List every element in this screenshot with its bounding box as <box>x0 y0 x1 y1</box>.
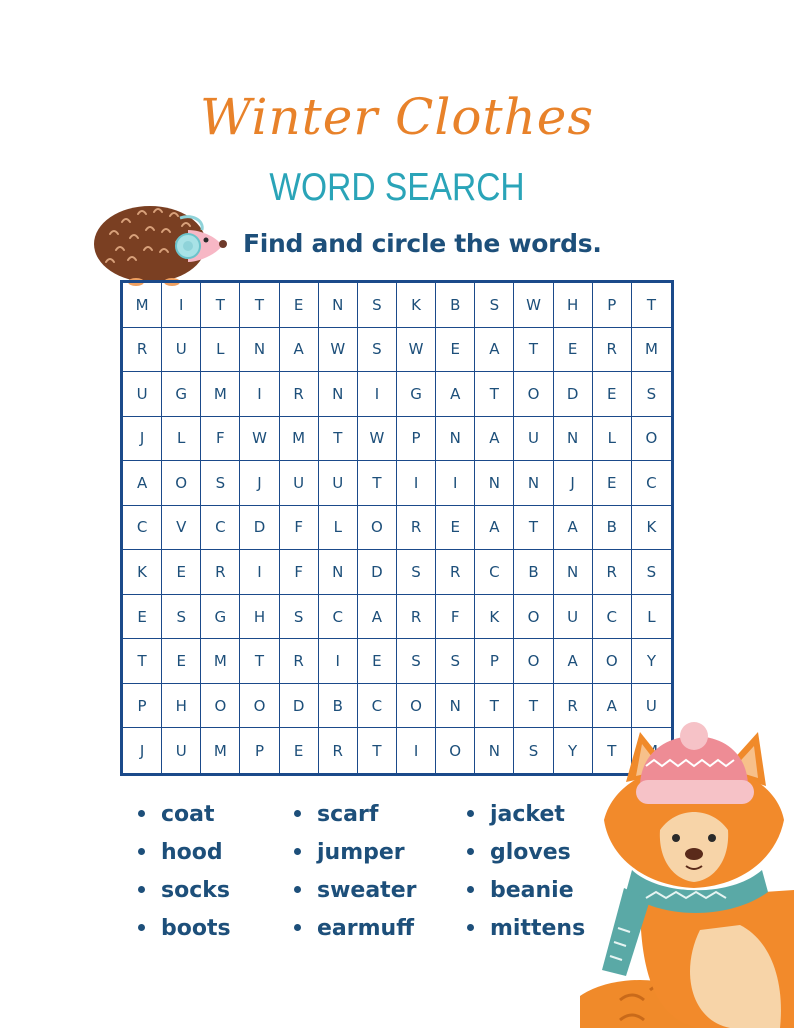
grid-cell: R <box>593 550 632 595</box>
grid-cell: R <box>554 684 593 729</box>
grid-cell: Y <box>632 639 671 684</box>
grid-cell: D <box>240 506 279 551</box>
grid-cell: U <box>554 595 593 640</box>
grid-cell: T <box>240 283 279 328</box>
grid-cell: H <box>554 283 593 328</box>
grid-cell: B <box>514 550 553 595</box>
instructions-text: Find and circle the words. <box>243 229 602 258</box>
grid-cell: G <box>201 595 240 640</box>
word-label: coat <box>161 802 215 827</box>
grid-cell: O <box>632 417 671 462</box>
grid-cell: O <box>240 684 279 729</box>
grid-cell: N <box>554 417 593 462</box>
grid-cell: T <box>514 328 553 373</box>
grid-cell: U <box>123 372 162 417</box>
word-list-item <box>294 914 416 952</box>
grid-cell: E <box>436 506 475 551</box>
bullet-icon <box>467 886 474 893</box>
page-subtitle: WORD SEARCH <box>269 166 525 209</box>
grid-cell: Y <box>554 728 593 773</box>
word-list-item <box>138 800 231 838</box>
grid-cell: A <box>475 506 514 551</box>
grid-cell: A <box>475 328 514 373</box>
grid-cell: N <box>240 328 279 373</box>
grid-cell: J <box>123 417 162 462</box>
grid-cell: C <box>319 595 358 640</box>
grid-cell: I <box>397 728 436 773</box>
grid-cell: O <box>358 506 397 551</box>
grid-cell: U <box>319 461 358 506</box>
grid-cell: E <box>280 283 319 328</box>
grid-cell: B <box>593 506 632 551</box>
grid-cell: R <box>319 728 358 773</box>
grid-cell: N <box>319 372 358 417</box>
grid-cell: T <box>475 372 514 417</box>
grid-cell: A <box>475 417 514 462</box>
grid-cell: J <box>123 728 162 773</box>
grid-cell: E <box>593 461 632 506</box>
grid-cell: I <box>162 283 201 328</box>
grid-cell: I <box>240 550 279 595</box>
grid-cell: O <box>162 461 201 506</box>
grid-cell: C <box>358 684 397 729</box>
grid-cell: S <box>280 595 319 640</box>
word-list-column-2 <box>294 800 416 952</box>
grid-cell: A <box>358 595 397 640</box>
grid-cell: U <box>514 417 553 462</box>
fox-illustration <box>580 720 794 1028</box>
grid-cell: O <box>514 639 553 684</box>
grid-cell: U <box>162 728 201 773</box>
grid-cell: R <box>593 328 632 373</box>
grid-cell: F <box>201 417 240 462</box>
grid-cell: A <box>280 328 319 373</box>
word-label: gloves <box>490 840 571 865</box>
word-list-item <box>138 914 231 952</box>
grid-cell: T <box>475 684 514 729</box>
grid-cell: J <box>240 461 279 506</box>
grid-cell: K <box>475 595 514 640</box>
grid-cell: N <box>436 417 475 462</box>
grid-cell: N <box>436 684 475 729</box>
grid-cell: D <box>358 550 397 595</box>
grid-cell: W <box>358 417 397 462</box>
word-list-item <box>467 800 585 838</box>
grid-cell: E <box>280 728 319 773</box>
grid-cell: A <box>436 372 475 417</box>
grid-cell: S <box>397 550 436 595</box>
bullet-icon <box>467 810 474 817</box>
grid-cell: P <box>475 639 514 684</box>
grid-cell: W <box>397 328 436 373</box>
grid-cell: R <box>123 328 162 373</box>
grid-cell: R <box>280 639 319 684</box>
word-label: scarf <box>317 802 379 827</box>
grid-cell: S <box>162 595 201 640</box>
grid-cell: R <box>436 550 475 595</box>
grid-cell: N <box>554 550 593 595</box>
grid-cell: F <box>436 595 475 640</box>
grid-cell: S <box>632 550 671 595</box>
bullet-icon <box>138 810 145 817</box>
word-label: socks <box>161 878 230 903</box>
grid-cell: E <box>162 639 201 684</box>
word-label: mittens <box>490 916 586 941</box>
bullet-icon <box>294 924 301 931</box>
grid-cell: N <box>319 550 358 595</box>
grid-cell: I <box>358 372 397 417</box>
grid-cell: O <box>514 595 553 640</box>
grid-cell: F <box>280 506 319 551</box>
word-list-column-3 <box>467 800 585 952</box>
grid-cell: S <box>358 283 397 328</box>
grid-cell: G <box>162 372 201 417</box>
hedgehog-illustration <box>92 200 227 290</box>
grid-cell: L <box>162 417 201 462</box>
bullet-icon <box>467 848 474 855</box>
grid-cell: U <box>162 328 201 373</box>
grid-cell: T <box>358 461 397 506</box>
grid-cell: C <box>475 550 514 595</box>
bullet-icon <box>294 810 301 817</box>
grid-cell: L <box>201 328 240 373</box>
word-list-item <box>467 838 585 876</box>
grid-cell: N <box>514 461 553 506</box>
grid-cell: D <box>554 372 593 417</box>
grid-cell: T <box>123 639 162 684</box>
grid-cell: T <box>201 283 240 328</box>
grid-cell: R <box>397 595 436 640</box>
word-search-grid <box>120 280 674 776</box>
grid-cell: S <box>358 328 397 373</box>
grid-cell: C <box>632 461 671 506</box>
grid-cell: C <box>123 506 162 551</box>
grid-cell: P <box>397 417 436 462</box>
word-label: jumper <box>317 840 405 865</box>
grid-cell: L <box>319 506 358 551</box>
grid-cell: M <box>280 417 319 462</box>
grid-cell: C <box>593 595 632 640</box>
grid-cell: R <box>201 550 240 595</box>
grid-cell: N <box>475 461 514 506</box>
grid-cell: M <box>632 328 671 373</box>
grid-cell: I <box>436 461 475 506</box>
grid-cell: R <box>280 372 319 417</box>
grid-cell: I <box>319 639 358 684</box>
grid-cell: O <box>436 728 475 773</box>
word-label: sweater <box>317 878 417 903</box>
grid-cell: E <box>593 372 632 417</box>
word-list-item <box>294 838 416 876</box>
grid-cell: I <box>240 372 279 417</box>
word-list-item <box>467 914 585 952</box>
grid-cell: W <box>240 417 279 462</box>
grid-cell: S <box>397 639 436 684</box>
grid-cell: K <box>632 506 671 551</box>
bullet-icon <box>467 924 474 931</box>
grid-cell: S <box>632 372 671 417</box>
word-list-item <box>294 800 416 838</box>
grid-cell: O <box>593 639 632 684</box>
word-list-item <box>467 876 585 914</box>
grid-cell: S <box>201 461 240 506</box>
grid-cell: A <box>554 639 593 684</box>
grid-cell: M <box>123 283 162 328</box>
grid-cell: H <box>162 684 201 729</box>
word-label: earmuff <box>317 916 415 941</box>
grid-cell: E <box>123 595 162 640</box>
grid-cell: D <box>280 684 319 729</box>
grid-cell: V <box>162 506 201 551</box>
word-label: boots <box>161 916 231 941</box>
grid-cell: R <box>397 506 436 551</box>
grid-cell: T <box>593 728 632 773</box>
grid-cell: O <box>201 684 240 729</box>
grid-cell: I <box>397 461 436 506</box>
grid-cell: E <box>436 328 475 373</box>
grid-cell: A <box>593 684 632 729</box>
bullet-icon <box>138 886 145 893</box>
grid-cell: M <box>201 728 240 773</box>
word-list-item <box>138 838 231 876</box>
grid-cell: L <box>593 417 632 462</box>
grid-cell: N <box>475 728 514 773</box>
word-list-column-1 <box>138 800 231 952</box>
grid-cell: K <box>123 550 162 595</box>
grid-cell: U <box>280 461 319 506</box>
bullet-icon <box>294 886 301 893</box>
grid-cell: K <box>397 283 436 328</box>
word-label: jacket <box>490 802 565 827</box>
grid-cell: S <box>475 283 514 328</box>
grid-cell: P <box>593 283 632 328</box>
grid-cell: H <box>240 595 279 640</box>
grid-cell: B <box>436 283 475 328</box>
grid-cell: N <box>319 283 358 328</box>
grid-cell: E <box>554 328 593 373</box>
grid-cell: W <box>514 283 553 328</box>
grid-cell: T <box>319 417 358 462</box>
bullet-icon <box>138 924 145 931</box>
grid-cell: U <box>632 684 671 729</box>
grid-cell: J <box>554 461 593 506</box>
grid-cell: T <box>632 283 671 328</box>
grid-cell: F <box>280 550 319 595</box>
bullet-icon <box>294 848 301 855</box>
grid-cell: P <box>240 728 279 773</box>
grid-cell: A <box>554 506 593 551</box>
grid-cell: O <box>514 372 553 417</box>
word-list-item <box>138 876 231 914</box>
grid-cell: M <box>201 372 240 417</box>
grid-cell: T <box>240 639 279 684</box>
word-list-item <box>294 876 416 914</box>
grid-cell: L <box>632 595 671 640</box>
grid-cell: C <box>201 506 240 551</box>
grid-cell: T <box>514 506 553 551</box>
grid-cell: B <box>319 684 358 729</box>
grid-cell: W <box>319 328 358 373</box>
word-label: beanie <box>490 878 574 903</box>
grid-cell: S <box>514 728 553 773</box>
grid-cell: E <box>358 639 397 684</box>
grid-cell: E <box>162 550 201 595</box>
grid-cell: G <box>397 372 436 417</box>
grid-cell: T <box>514 684 553 729</box>
word-label: hood <box>161 840 223 865</box>
grid-cell: S <box>436 639 475 684</box>
grid-cell: O <box>397 684 436 729</box>
page-title: Winter Clothes <box>199 88 595 146</box>
grid-cell: A <box>123 461 162 506</box>
bullet-icon <box>138 848 145 855</box>
grid-cell: M <box>201 639 240 684</box>
grid-cell: P <box>123 684 162 729</box>
grid-cell: T <box>358 728 397 773</box>
